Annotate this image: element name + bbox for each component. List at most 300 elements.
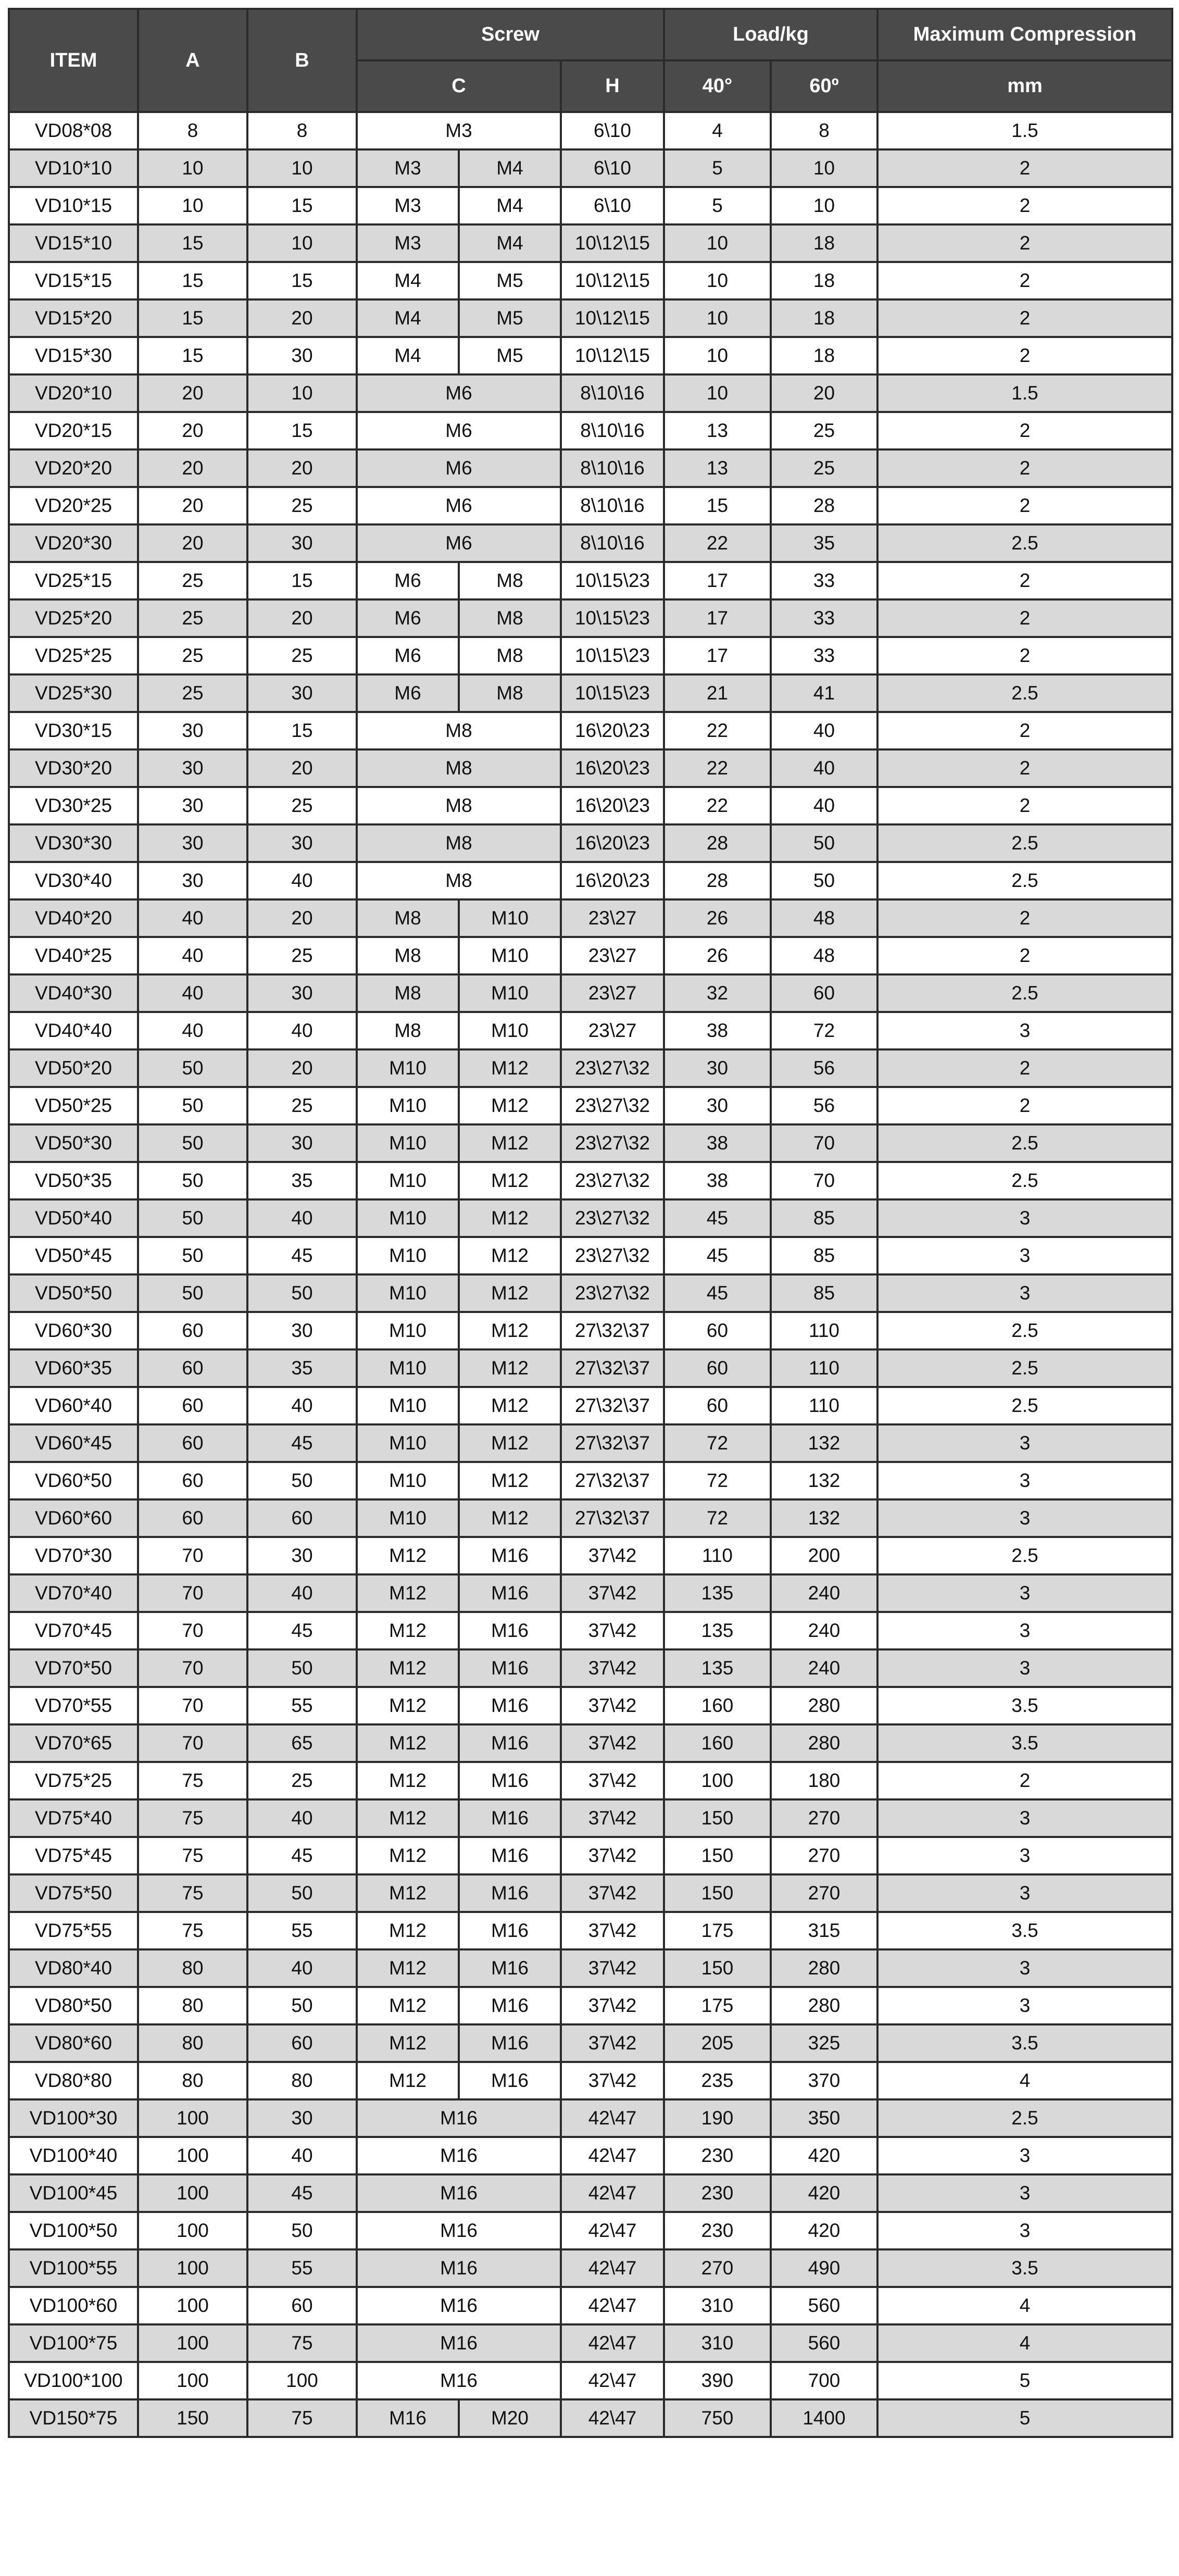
cell-screw-c: M6 [357, 374, 561, 412]
cell-screw-h: 42\47 [561, 2362, 664, 2399]
cell-item: VD150*75 [9, 2399, 138, 2437]
table-row [9, 1799, 1172, 1837]
cell-b: 25 [247, 937, 357, 974]
cell-item: VD20*30 [9, 524, 138, 562]
table-row [9, 2399, 1172, 2437]
table-row [9, 1687, 1172, 1724]
cell-item: VD60*35 [9, 1349, 138, 1387]
cell-load-60: 18 [771, 224, 877, 262]
cell-load-40: 310 [664, 2324, 771, 2362]
cell-item: VD70*30 [9, 1537, 138, 1574]
cell-max-compression: 2.5 [877, 674, 1172, 712]
cell-b: 15 [247, 187, 357, 224]
cell-load-40: 135 [664, 1649, 771, 1687]
cell-item: VD80*50 [9, 1987, 138, 2024]
cell-item: VD20*15 [9, 412, 138, 449]
cell-screw-c1: M12 [357, 1987, 459, 2024]
cell-load-40: 45 [664, 1274, 771, 1312]
cell-b: 45 [247, 1837, 357, 1874]
cell-screw-c2: M16 [459, 2062, 561, 2099]
cell-b: 20 [247, 299, 357, 337]
cell-max-compression: 2 [877, 299, 1172, 337]
cell-screw-c2: M8 [459, 637, 561, 674]
table-row [9, 2249, 1172, 2287]
cell-load-60: 50 [771, 824, 877, 862]
cell-max-compression: 1.5 [877, 374, 1172, 412]
cell-load-60: 25 [771, 412, 877, 449]
cell-screw-c1: M10 [357, 1274, 459, 1312]
cell-load-40: 17 [664, 637, 771, 674]
cell-screw-h: 23\27 [561, 899, 664, 937]
cell-b: 40 [247, 862, 357, 899]
cell-b: 8 [247, 112, 357, 149]
cell-screw-h: 10\12\15 [561, 299, 664, 337]
cell-load-40: 15 [664, 487, 771, 524]
cell-a: 40 [138, 937, 247, 974]
cell-item: VD100*60 [9, 2287, 138, 2324]
cell-max-compression: 2 [877, 262, 1172, 299]
cell-screw-c2: M12 [459, 1087, 561, 1124]
cell-load-60: 56 [771, 1049, 877, 1087]
cell-screw-c1: M10 [357, 1162, 459, 1199]
cell-load-40: 160 [664, 1687, 771, 1724]
cell-max-compression: 3 [877, 1574, 1172, 1612]
cell-load-60: 33 [771, 637, 877, 674]
cell-screw-c1: M12 [357, 1912, 459, 1949]
cell-a: 70 [138, 1537, 247, 1574]
cell-screw-h: 42\47 [561, 2249, 664, 2287]
cell-screw-c1: M6 [357, 599, 459, 637]
cell-item: VD75*50 [9, 1874, 138, 1912]
cell-a: 80 [138, 2062, 247, 2099]
cell-load-40: 13 [664, 412, 771, 449]
table-row [9, 412, 1172, 449]
cell-b: 60 [247, 2287, 357, 2324]
table-row [9, 1274, 1172, 1312]
table-row [9, 224, 1172, 262]
cell-screw-h: 10\15\23 [561, 674, 664, 712]
cell-load-60: 70 [771, 1124, 877, 1162]
cell-screw-c1: M10 [357, 1387, 459, 1424]
cell-screw-c: M16 [357, 2324, 561, 2362]
cell-b: 40 [247, 1012, 357, 1049]
cell-load-40: 160 [664, 1724, 771, 1762]
cell-load-40: 175 [664, 1987, 771, 2024]
cell-load-60: 60 [771, 974, 877, 1012]
spec-table [8, 8, 1173, 2438]
cell-b: 30 [247, 2099, 357, 2137]
cell-item: VD75*55 [9, 1912, 138, 1949]
table-row [9, 2212, 1172, 2249]
cell-load-40: 26 [664, 899, 771, 937]
cell-item: VD25*30 [9, 674, 138, 712]
cell-load-40: 230 [664, 2174, 771, 2212]
cell-b: 30 [247, 524, 357, 562]
cell-a: 40 [138, 899, 247, 937]
cell-load-40: 135 [664, 1574, 771, 1612]
cell-max-compression: 4 [877, 2287, 1172, 2324]
cell-item: VD50*50 [9, 1274, 138, 1312]
cell-max-compression: 2.5 [877, 1124, 1172, 1162]
cell-item: VD50*40 [9, 1199, 138, 1237]
cell-b: 30 [247, 1312, 357, 1349]
table-row [9, 862, 1172, 899]
cell-screw-c1: M3 [357, 149, 459, 187]
cell-item: VD70*40 [9, 1574, 138, 1612]
cell-load-60: 18 [771, 262, 877, 299]
cell-screw-c2: M12 [459, 1124, 561, 1162]
cell-b: 10 [247, 149, 357, 187]
cell-screw-c2: M10 [459, 1012, 561, 1049]
cell-item: VD50*45 [9, 1237, 138, 1274]
cell-load-60: 240 [771, 1574, 877, 1612]
table-row [9, 2024, 1172, 2062]
cell-max-compression: 2 [877, 787, 1172, 824]
cell-a: 100 [138, 2099, 247, 2137]
cell-screw-h: 23\27\32 [561, 1274, 664, 1312]
cell-screw-h: 23\27\32 [561, 1124, 664, 1162]
table-row [9, 1424, 1172, 1462]
cell-load-60: 240 [771, 1612, 877, 1649]
cell-load-40: 150 [664, 1874, 771, 1912]
cell-item: VD70*55 [9, 1687, 138, 1724]
cell-a: 100 [138, 2137, 247, 2174]
cell-a: 100 [138, 2212, 247, 2249]
cell-a: 10 [138, 149, 247, 187]
cell-screw-h: 23\27 [561, 1012, 664, 1049]
table-row [9, 1612, 1172, 1649]
cell-screw-h: 37\42 [561, 1762, 664, 1799]
cell-screw-c1: M10 [357, 1237, 459, 1274]
cell-screw-c2: M5 [459, 299, 561, 337]
cell-screw-c1: M16 [357, 2399, 459, 2437]
cell-screw-c1: M6 [357, 562, 459, 599]
cell-a: 40 [138, 974, 247, 1012]
cell-screw-h: 23\27\32 [561, 1199, 664, 1237]
cell-max-compression: 2 [877, 224, 1172, 262]
cell-load-60: 48 [771, 899, 877, 937]
table-row [9, 1162, 1172, 1199]
cell-load-60: 110 [771, 1312, 877, 1349]
cell-item: VD30*25 [9, 787, 138, 824]
table-row [9, 1312, 1172, 1349]
cell-item: VD15*20 [9, 299, 138, 337]
cell-screw-h: 8\10\16 [561, 524, 664, 562]
cell-load-60: 280 [771, 1724, 877, 1762]
cell-load-40: 17 [664, 562, 771, 599]
cell-screw-h: 42\47 [561, 2399, 664, 2437]
cell-a: 80 [138, 1987, 247, 2024]
cell-screw-c2: M16 [459, 1537, 561, 1574]
cell-max-compression: 2 [877, 599, 1172, 637]
cell-load-60: 132 [771, 1424, 877, 1462]
cell-a: 20 [138, 524, 247, 562]
cell-screw-c2: M12 [459, 1162, 561, 1199]
cell-screw-c: M6 [357, 449, 561, 487]
cell-load-40: 150 [664, 1837, 771, 1874]
table-row [9, 674, 1172, 712]
table-row [9, 824, 1172, 862]
cell-screw-c1: M8 [357, 1012, 459, 1049]
cell-item: VD40*40 [9, 1012, 138, 1049]
cell-load-60: 8 [771, 112, 877, 149]
cell-screw-h: 37\42 [561, 1537, 664, 1574]
cell-screw-h: 8\10\16 [561, 412, 664, 449]
cell-item: VD75*45 [9, 1837, 138, 1874]
cell-a: 20 [138, 449, 247, 487]
cell-item: VD10*15 [9, 187, 138, 224]
cell-max-compression: 3 [877, 1274, 1172, 1312]
cell-screw-c: M16 [357, 2362, 561, 2399]
cell-load-60: 180 [771, 1762, 877, 1799]
cell-screw-c1: M12 [357, 1537, 459, 1574]
cell-screw-c2: M16 [459, 1874, 561, 1912]
cell-b: 20 [247, 749, 357, 787]
cell-load-60: 1400 [771, 2399, 877, 2437]
cell-b: 10 [247, 374, 357, 412]
cell-screw-h: 37\42 [561, 1612, 664, 1649]
cell-screw-h: 16\20\23 [561, 862, 664, 899]
table-row [9, 637, 1172, 674]
cell-a: 70 [138, 1612, 247, 1649]
cell-b: 30 [247, 337, 357, 374]
cell-screw-h: 16\20\23 [561, 749, 664, 787]
cell-load-40: 13 [664, 449, 771, 487]
cell-screw-c2: M12 [459, 1387, 561, 1424]
cell-load-60: 240 [771, 1649, 877, 1687]
cell-load-60: 270 [771, 1837, 877, 1874]
table-row [9, 599, 1172, 637]
cell-screw-c1: M12 [357, 1799, 459, 1837]
cell-screw-c: M16 [357, 2249, 561, 2287]
cell-screw-c2: M4 [459, 224, 561, 262]
cell-b: 55 [247, 1687, 357, 1724]
cell-screw-c1: M8 [357, 937, 459, 974]
cell-load-60: 200 [771, 1537, 877, 1574]
cell-screw-c2: M12 [459, 1424, 561, 1462]
cell-a: 25 [138, 599, 247, 637]
cell-load-40: 5 [664, 149, 771, 187]
cell-screw-c1: M12 [357, 1949, 459, 1987]
cell-screw-c: M6 [357, 412, 561, 449]
table-row [9, 337, 1172, 374]
cell-screw-h: 42\47 [561, 2324, 664, 2362]
cell-b: 50 [247, 1987, 357, 2024]
cell-max-compression: 2.5 [877, 1537, 1172, 1574]
cell-load-60: 280 [771, 1687, 877, 1724]
table-row [9, 712, 1172, 749]
cell-screw-c2: M4 [459, 187, 561, 224]
cell-item: VD80*80 [9, 2062, 138, 2099]
cell-a: 30 [138, 787, 247, 824]
cell-load-60: 420 [771, 2174, 877, 2212]
table-row [9, 2099, 1172, 2137]
cell-screw-c1: M10 [357, 1349, 459, 1387]
cell-screw-c1: M4 [357, 337, 459, 374]
cell-load-60: 35 [771, 524, 877, 562]
cell-load-60: 315 [771, 1912, 877, 1949]
cell-a: 10 [138, 187, 247, 224]
cell-load-40: 21 [664, 674, 771, 712]
cell-screw-c: M8 [357, 749, 561, 787]
cell-item: VD30*20 [9, 749, 138, 787]
cell-screw-c2: M12 [459, 1199, 561, 1237]
cell-screw-h: 37\42 [561, 1874, 664, 1912]
cell-load-60: 50 [771, 862, 877, 899]
cell-a: 60 [138, 1424, 247, 1462]
cell-b: 50 [247, 2212, 357, 2249]
cell-load-60: 33 [771, 562, 877, 599]
cell-max-compression: 2.5 [877, 974, 1172, 1012]
table-row [9, 1087, 1172, 1124]
cell-screw-c1: M10 [357, 1424, 459, 1462]
cell-b: 75 [247, 2399, 357, 2437]
cell-b: 65 [247, 1724, 357, 1762]
cell-a: 30 [138, 862, 247, 899]
cell-a: 50 [138, 1124, 247, 1162]
cell-max-compression: 3 [877, 1237, 1172, 1274]
cell-screw-h: 8\10\16 [561, 449, 664, 487]
cell-load-40: 45 [664, 1237, 771, 1274]
cell-load-40: 10 [664, 337, 771, 374]
cell-load-40: 38 [664, 1162, 771, 1199]
cell-screw-c: M16 [357, 2287, 561, 2324]
cell-screw-h: 27\32\37 [561, 1499, 664, 1537]
cell-a: 70 [138, 1687, 247, 1724]
cell-screw-c: M16 [357, 2212, 561, 2249]
cell-load-40: 72 [664, 1462, 771, 1499]
cell-item: VD08*08 [9, 112, 138, 149]
table-row [9, 1124, 1172, 1162]
cell-load-60: 10 [771, 149, 877, 187]
cell-load-40: 38 [664, 1012, 771, 1049]
cell-b: 45 [247, 1424, 357, 1462]
table-row [9, 937, 1172, 974]
cell-load-60: 18 [771, 299, 877, 337]
cell-item: VD100*40 [9, 2137, 138, 2174]
cell-load-60: 70 [771, 1162, 877, 1199]
cell-b: 30 [247, 1124, 357, 1162]
cell-load-40: 60 [664, 1349, 771, 1387]
cell-b: 25 [247, 787, 357, 824]
table-row [9, 2174, 1172, 2212]
cell-item: VD20*20 [9, 449, 138, 487]
cell-max-compression: 3 [877, 1612, 1172, 1649]
cell-screw-c1: M12 [357, 1762, 459, 1799]
cell-b: 10 [247, 224, 357, 262]
header-load-40: 40° [664, 60, 771, 112]
cell-item: VD60*60 [9, 1499, 138, 1537]
cell-a: 75 [138, 1799, 247, 1837]
cell-b: 40 [247, 1949, 357, 1987]
cell-max-compression: 3 [877, 2212, 1172, 2249]
cell-screw-h: 27\32\37 [561, 1462, 664, 1499]
cell-load-40: 22 [664, 524, 771, 562]
cell-load-60: 280 [771, 1949, 877, 1987]
cell-max-compression: 2 [877, 637, 1172, 674]
cell-b: 45 [247, 1612, 357, 1649]
cell-a: 50 [138, 1274, 247, 1312]
cell-a: 15 [138, 224, 247, 262]
cell-max-compression: 3 [877, 1874, 1172, 1912]
table-row [9, 299, 1172, 337]
table-row [9, 524, 1172, 562]
cell-load-60: 85 [771, 1274, 877, 1312]
cell-b: 50 [247, 1462, 357, 1499]
cell-a: 30 [138, 824, 247, 862]
cell-a: 60 [138, 1462, 247, 1499]
table-row [9, 374, 1172, 412]
table-row [9, 262, 1172, 299]
cell-item: VD20*10 [9, 374, 138, 412]
cell-load-40: 190 [664, 2099, 771, 2137]
cell-max-compression: 2 [877, 187, 1172, 224]
cell-screw-c1: M12 [357, 1649, 459, 1687]
cell-b: 20 [247, 1049, 357, 1087]
cell-max-compression: 2.5 [877, 824, 1172, 862]
cell-item: VD60*30 [9, 1312, 138, 1349]
cell-screw-c1: M3 [357, 187, 459, 224]
cell-item: VD75*40 [9, 1799, 138, 1837]
cell-load-60: 41 [771, 674, 877, 712]
cell-a: 60 [138, 1349, 247, 1387]
cell-item: VD50*35 [9, 1162, 138, 1199]
cell-screw-c1: M10 [357, 1462, 459, 1499]
cell-load-40: 72 [664, 1424, 771, 1462]
cell-screw-c2: M4 [459, 149, 561, 187]
cell-item: VD30*40 [9, 862, 138, 899]
cell-a: 20 [138, 374, 247, 412]
table-row [9, 1499, 1172, 1537]
header-b: B [247, 9, 357, 112]
cell-load-40: 60 [664, 1312, 771, 1349]
table-row [9, 1199, 1172, 1237]
cell-b: 40 [247, 1574, 357, 1612]
header-a: A [138, 9, 247, 112]
cell-a: 15 [138, 262, 247, 299]
cell-item: VD100*45 [9, 2174, 138, 2212]
cell-screw-c1: M12 [357, 2024, 459, 2062]
cell-max-compression: 2.5 [877, 1349, 1172, 1387]
cell-load-40: 30 [664, 1049, 771, 1087]
cell-screw-c2: M16 [459, 1762, 561, 1799]
cell-screw-h: 27\32\37 [561, 1312, 664, 1349]
cell-screw-c1: M8 [357, 974, 459, 1012]
cell-item: VD100*55 [9, 2249, 138, 2287]
cell-a: 20 [138, 412, 247, 449]
cell-b: 25 [247, 1762, 357, 1799]
cell-screw-c1: M6 [357, 637, 459, 674]
cell-screw-c: M8 [357, 712, 561, 749]
cell-max-compression: 3.5 [877, 2024, 1172, 2062]
cell-load-40: 175 [664, 1912, 771, 1949]
table-row [9, 1349, 1172, 1387]
cell-b: 15 [247, 712, 357, 749]
cell-a: 50 [138, 1049, 247, 1087]
cell-screw-c2: M8 [459, 599, 561, 637]
header-load: Load/kg [664, 9, 877, 60]
cell-load-60: 25 [771, 449, 877, 487]
cell-max-compression: 2 [877, 562, 1172, 599]
cell-load-60: 420 [771, 2212, 877, 2249]
cell-max-compression: 3 [877, 1012, 1172, 1049]
cell-b: 35 [247, 1349, 357, 1387]
cell-load-40: 17 [664, 599, 771, 637]
cell-screw-c1: M12 [357, 1574, 459, 1612]
cell-screw-c1: M12 [357, 1687, 459, 1724]
cell-a: 100 [138, 2362, 247, 2399]
cell-max-compression: 3.5 [877, 2249, 1172, 2287]
